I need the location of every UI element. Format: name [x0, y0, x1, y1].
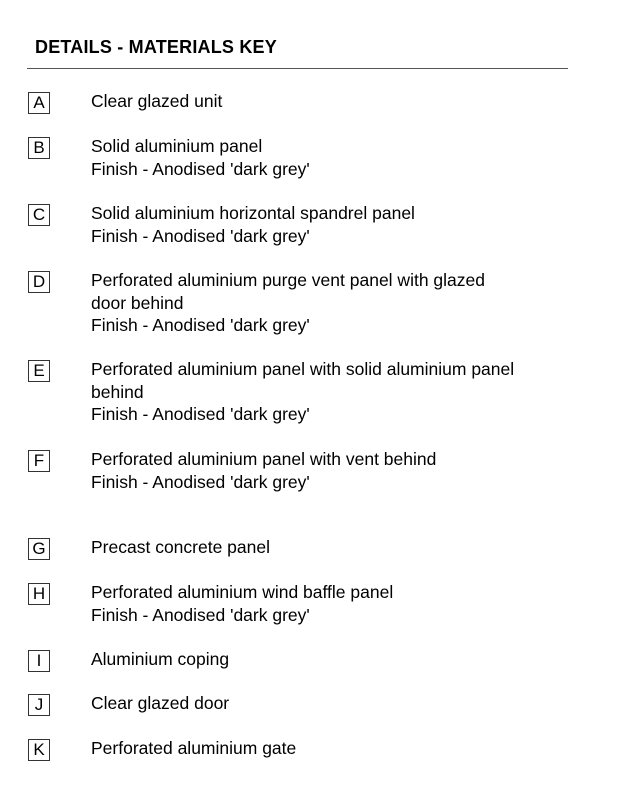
description-line: Finish - Anodised 'dark grey' [91, 471, 310, 492]
description-line: Finish - Anodised 'dark grey' [91, 158, 310, 179]
description-line: Perforated aluminium panel with solid aluminium panel [91, 359, 515, 379]
title-divider [27, 68, 568, 69]
item-code-box: D [28, 271, 50, 293]
item-description [91, 90, 586, 113]
page-title: DETAILS - MATERIALS KEY [35, 37, 277, 57]
description-line: door behind [91, 292, 184, 313]
description-line: Finish - Anodised 'dark grey' [91, 225, 310, 246]
description-line: behind [91, 381, 144, 402]
item-description [91, 448, 586, 493]
item-code-box: C [28, 204, 50, 226]
item-code-box: A [28, 92, 50, 114]
item-description [91, 536, 586, 559]
item-description [91, 358, 586, 426]
description-line: Clear glazed door [91, 693, 230, 713]
description-line: Solid aluminium panel [91, 136, 263, 156]
item-description [91, 737, 586, 760]
item-description [91, 692, 586, 715]
description-line: Perforated aluminium gate [91, 738, 297, 758]
item-description [91, 648, 586, 671]
item-description [91, 202, 586, 247]
description-line: Finish - Anodised 'dark grey' [91, 604, 310, 625]
item-description [91, 581, 586, 626]
description-line: Finish - Anodised 'dark grey' [91, 315, 310, 335]
item-code-box: I [28, 650, 50, 672]
description-line: Perforated aluminium panel with vent behind [91, 449, 437, 469]
item-code-box: G [28, 538, 50, 560]
item-code-box: E [28, 360, 50, 382]
item-description [91, 135, 586, 180]
description-line: Clear glazed unit [91, 91, 223, 111]
description-line: Aluminium coping [91, 649, 230, 669]
item-code-box: B [28, 137, 50, 159]
description-line: Perforated aluminium purge vent panel with glazed [91, 270, 485, 290]
item-code-box: K [28, 739, 50, 761]
description-line: Finish - Anodised 'dark grey' [91, 404, 310, 424]
item-description [91, 269, 586, 337]
item-code-box: F [28, 450, 50, 472]
description-line: Precast concrete panel [91, 537, 270, 557]
description-line: Perforated aluminium wind baffle panel [91, 582, 394, 602]
item-code-box: J [28, 694, 50, 716]
item-code-box: H [28, 583, 50, 605]
description-line: Solid aluminium horizontal spandrel panel [91, 203, 415, 223]
